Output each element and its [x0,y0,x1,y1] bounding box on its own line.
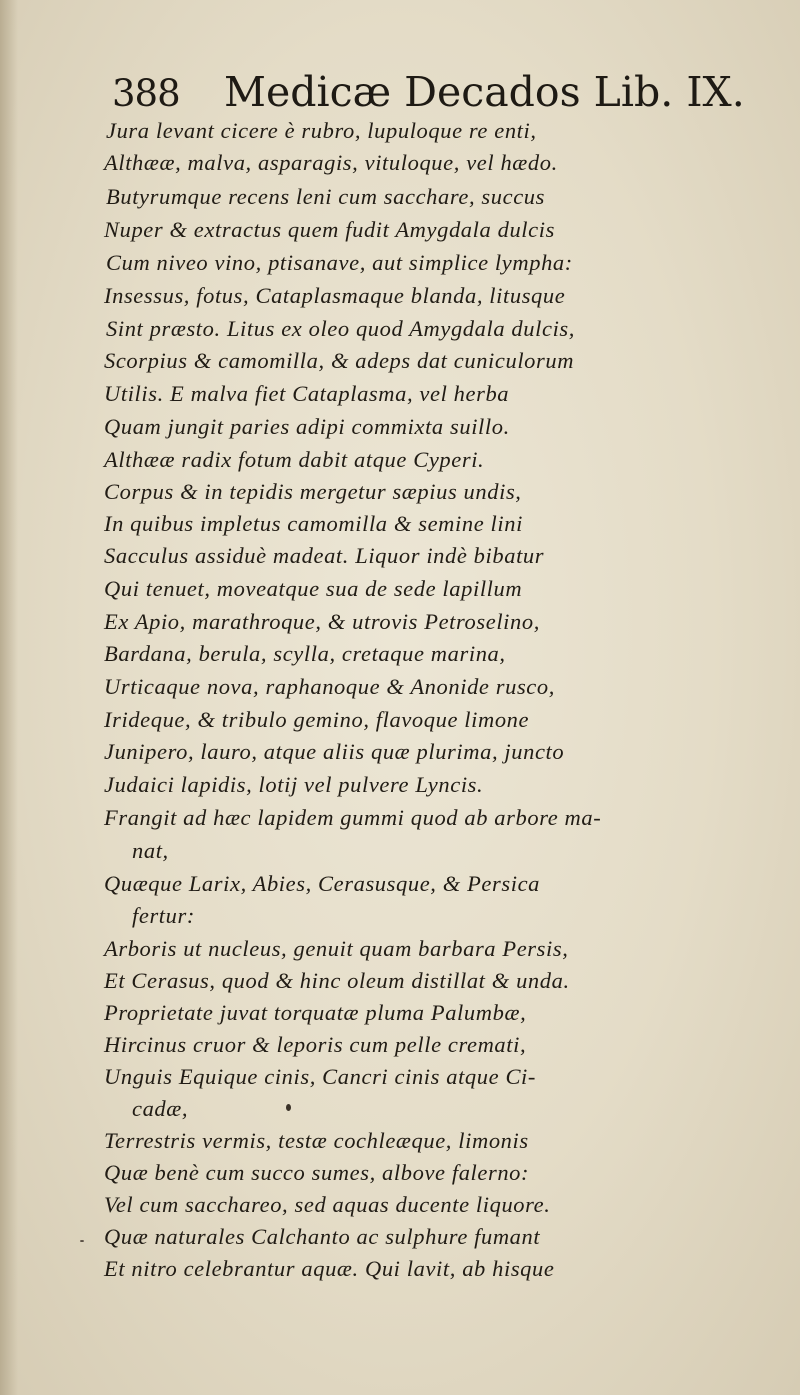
verse-line: Vel cum sacchareo, sed aquas ducente liquore. [104,1192,551,1217]
verse-line-continuation: nat, [132,838,169,863]
verse-line-continuation: fertur: [132,903,195,928]
verse-line: Sacculus assiduè madeat. Liquor indè bibatur [104,543,545,568]
verse-line: Quæ naturales Calchanto ac sulphure fumant [104,1224,541,1249]
verse-line: Junipero, lauro, atque aliis quæ plurima, juncto [104,739,565,764]
verse-line: Sint præsto. Litus ex oleo quod Amygdala dulcis, [106,316,575,341]
verse-line: Judaici lapidis, lotij vel pulvere Lyncis. [104,772,484,797]
ink-speck [286,1104,291,1111]
verse-line: Althææ, malva, asparagis, vituloque, vel hædo. [104,150,558,175]
verse-line: Quæ benè cum succo sumes, albove falerno: [104,1160,530,1185]
running-title: Medicæ Decados Lib. IX. [224,68,745,116]
verse-line: Terrestris vermis, testæ cochleæque, limonis [104,1128,529,1153]
verse-line: Nuper & extractus quem fudit Amygdala dulcis [104,217,555,242]
verse-line: Corpus & in tepidis mergetur sæpius undis, [104,479,522,504]
verse-line: Irideque, & tribulo gemino, flavoque limone [104,707,530,732]
verse-line: Ex Apio, marathroque, & utrovis Petroselino, [104,609,540,634]
verse-line: Frangit ad hæc lapidem gummi quod ab arbore ma- [104,805,602,830]
verse-line: Jura levant cicere è rubro, lupuloque re enti, [106,118,537,143]
verse-line: Butyrumque recens leni cum sacchare, succus [106,184,546,209]
verse-line: Insessus, fotus, Cataplasmaque blanda, litusque [104,283,566,308]
verse-line: Proprietate juvat torquatæ pluma Palumbæ, [104,1000,527,1025]
verse-line: Urticaque nova, raphanoque & Anonide rusco, [104,674,555,699]
verse-line: Et nitro celebrantur aquæ. Qui lavit, ab hisque [104,1256,555,1281]
verse-line: Unguis Equique cinis, Cancri cinis atque Ci- [104,1064,536,1089]
ink-speck [80,1240,84,1242]
verse-line: Quam jungit paries adipi commixta suillo. [104,414,510,439]
verse-line: Qui tenuet, moveatque sua de sede lapillum [104,576,523,601]
verse-line: Scorpius & camomilla, & adeps dat cuniculorum [104,348,575,373]
verse-line-continuation: cadæ, [132,1096,189,1121]
verse-line: Utilis. E malva fiet Cataplasma, vel herba [104,381,510,406]
page-number: 388 [112,72,180,115]
verse-line: Arboris ut nucleus, genuit quam barbara Persis, [104,936,569,961]
verse-line: Hircinus cruor & leporis cum pelle cremati, [104,1032,527,1057]
verse-line: Cum niveo vino, ptisanave, aut simplice lympha: [106,250,573,275]
verse-line: Et Cerasus, quod & hinc oleum distillat & unda. [104,968,570,993]
verse-line: In quibus impletus camomilla & semine lini [104,511,523,536]
verse-line: Bardana, berula, scylla, cretaque marina, [104,641,506,666]
verse-line: Althææ radix fotum dabit atque Cyperi. [104,447,485,472]
verse-line: Quæque Larix, Abies, Cerasusque, & Persica [104,871,541,896]
